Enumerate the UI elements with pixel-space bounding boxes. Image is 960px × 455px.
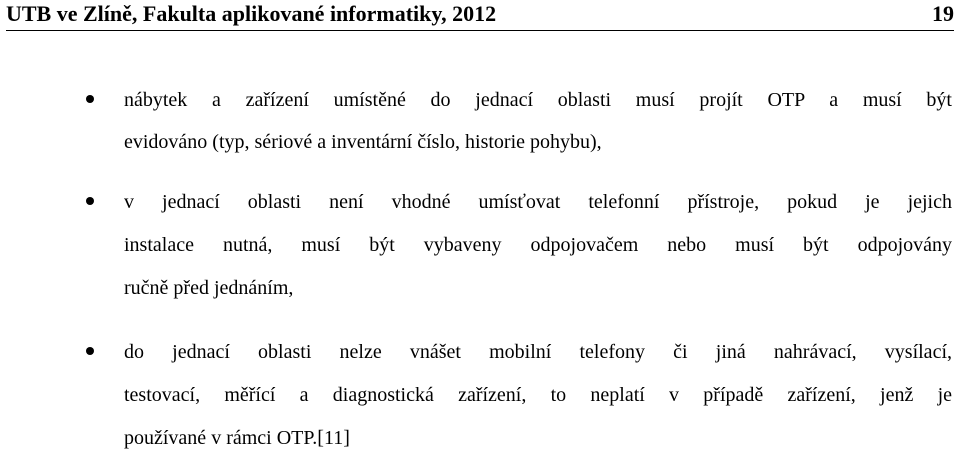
header-title: UTB ve Zlíně, Fakulta aplikované informatiky, 2012 <box>6 1 497 26</box>
bullet-text-line: v jednací oblasti není vhodné umísťovat telefonní přístroje, pokud je jejich <box>124 191 952 213</box>
bullet-text-line: testovací, měřící a diagnostická zařízení, to neplatí v případě zařízení, jenž je <box>124 384 952 406</box>
page-header <box>6 0 954 31</box>
bullet-text-line: do jednací oblasti nelze vnášet mobilní telefony či jiná nahrávací, vysílací, <box>124 341 952 363</box>
bullet-text-line: nábytek a zařízení umístěné do jednací oblasti musí projít OTP a musí být <box>124 89 952 111</box>
bullet-text-line: instalace nutná, musí být vybaveny odpojovačem nebo musí být odpojovány <box>124 234 952 256</box>
bullet-text-line: evidováno (typ, sériové a inventární číslo, historie pohybu), <box>124 131 602 153</box>
page-number: 19 <box>932 1 954 26</box>
bullet-dot-icon <box>86 347 94 355</box>
bullet-text-line: používané v rámci OTP.[11] <box>124 427 350 449</box>
bullet-dot-icon <box>86 197 94 205</box>
bullet-text-line: ručně před jednáním, <box>124 277 294 299</box>
bullet-dot-icon <box>86 95 94 103</box>
